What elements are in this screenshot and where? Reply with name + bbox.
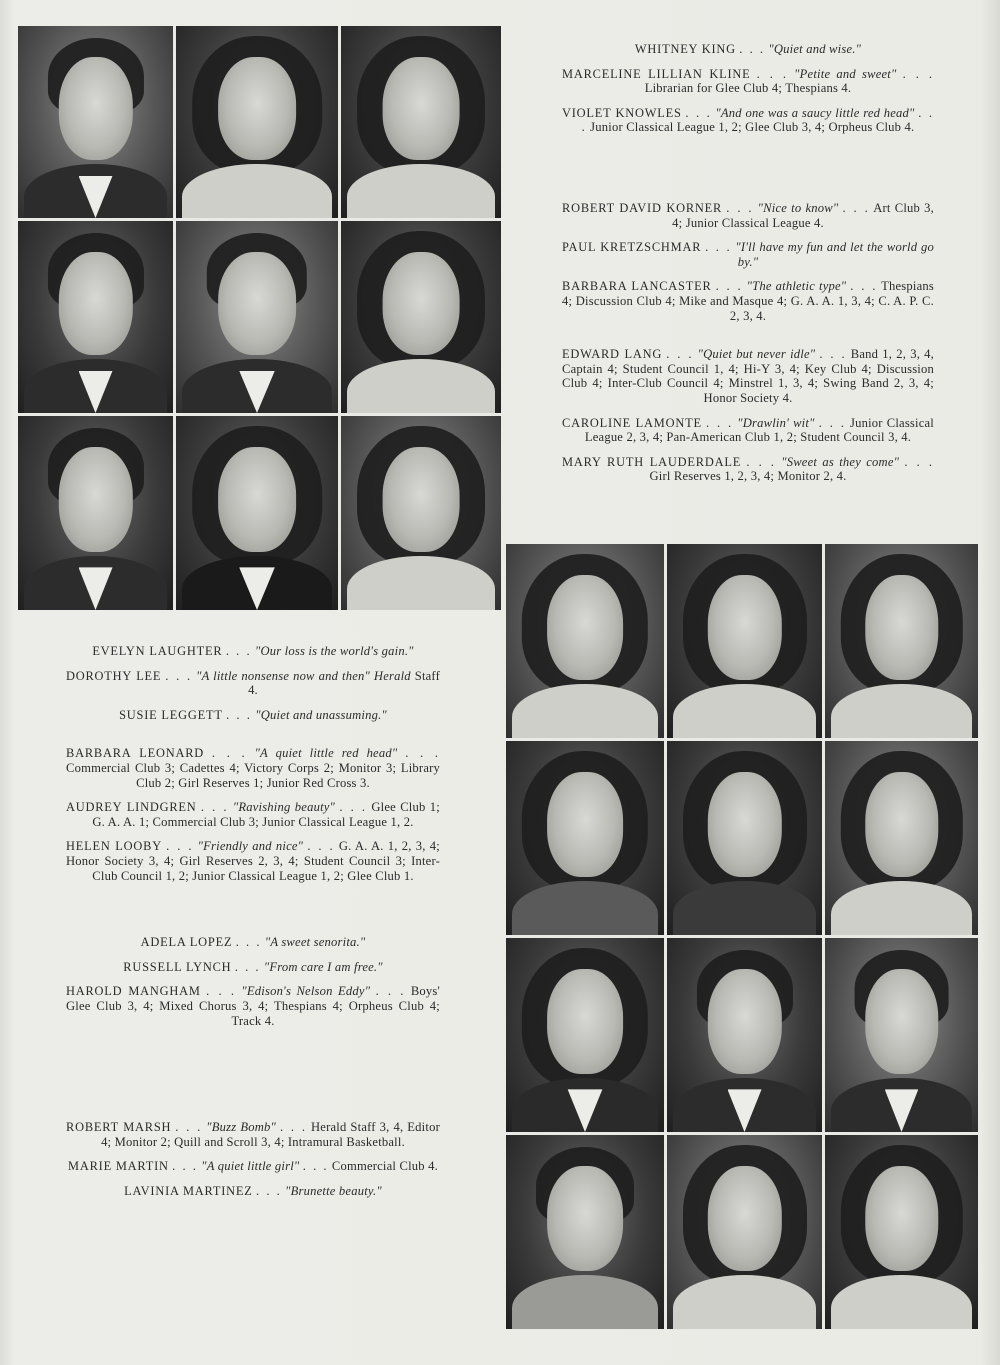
portrait-photo [18,26,173,218]
portrait-grid-top [18,26,501,610]
student-entry: RUSSELL LYNCH . . . "From care I am free." [123,959,383,974]
portrait-photo [825,938,978,1132]
portrait-photo [825,1135,978,1329]
student-entry: MARY RUTH LAUDERDALE . . . "Sweet as they come" . . . Girl Reserves 1, 2, 3, 4; Monitor 2, 4. [562,454,934,484]
student-entry: MARIE MARTIN . . . "A quiet little girl" . . . Commercial Club 4. [68,1159,438,1174]
portrait-photo [176,26,338,218]
portrait-photo [667,741,822,935]
portrait-photo [176,416,338,610]
portrait-grid-bottom [506,544,978,1330]
student-entry: ROBERT DAVID KORNER . . . "Nice to know" . . . Art Club 3, 4; Junior Classical League 4. [562,200,934,230]
student-entry: EVELYN LAUGHTER . . . "Our loss is the world's gain." [92,644,414,658]
student-entry: ROBERT MARSH . . . "Buzz Bomb" . . . Herald Staff 3, 4, Editor 4; Monitor 2; Quill and Scroll 3, 4; Intramural Basketball. [66,1120,440,1149]
portrait-photo [667,1135,822,1329]
student-entry: SUSIE LEGGETT . . . "Quiet and unassuming." [119,707,387,722]
portrait-photo [341,26,501,218]
student-entry: EDWARD LANG . . . "Quiet but never idle" . . . Band 1, 2, 3, 4, Captain 4; Student Council 1, 4; Hi-Y 3, 4; Key Club 4; Discussion Club 4; Inter-Club Council 4; Minstrel 1, 3, 4; Swing Band 2, 3, 4; Honor Society 4. [562,347,934,405]
student-entry: LAVINIA MARTINEZ . . . "Brunette beauty." [124,1183,382,1198]
student-entry: BARBARA LANCASTER . . . "The athletic type" . . . Thespians 4; Discussion Club 4; Mike and Masque 4; G. A. A. 1, 3, 4; C. A. P. C. 2, 3, 4. [562,279,934,323]
portrait-photo [18,221,173,413]
portrait-photo [18,416,173,610]
portrait-photo [506,544,664,738]
student-entry: HELEN LOOBY . . . "Friendly and nice" . . . G. A. A. 1, 2, 3, 4; Honor Society 3, 4; Girl Reserves 2, 3, 4; Student Council 3; Inter-Club Council 1, 2; Junior Classical League 1, 2; Glee Club 1. [66,839,440,883]
student-entry: HAROLD MANGHAM . . . "Edison's Nelson Eddy" . . . Boys' Glee Club 3, 4; Mixed Chorus 3, 4; Thespians 4; Orpheus Club 4; Track 4. [66,984,440,1028]
student-entry: ADELA LOPEZ . . . "A sweet senorita." [140,935,366,950]
student-entry: VIOLET KNOWLES . . . "And one was a saucy little red head" . . . Junior Classical League 1, 2; Glee Club 3, 4; Orpheus Club 4. [562,105,934,135]
portrait-photo [667,938,822,1132]
text-column-bottom-left [66,644,440,1198]
portrait-photo [341,221,501,413]
portrait-photo [341,416,501,610]
student-entry: WHITNEY KING . . . "Quiet and wise." [634,42,862,56]
portrait-photo [825,741,978,935]
student-entry: DOROTHY LEE . . . "A little nonsense now and then" Herald Staff 4. [66,668,440,698]
portrait-photo [506,1135,664,1329]
student-entry: PAUL KRETZSCHMAR . . . "I'll have my fun and let the world go by." [562,240,934,269]
student-entry: MARCELINE LILLIAN KLINE . . . "Petite and sweet" . . . Librarian for Glee Club 4; Thespians 4. [562,66,935,96]
portrait-photo [667,544,822,738]
text-column-top-right [562,42,934,484]
student-entry: AUDREY LINDGREN . . . "Ravishing beauty" . . . Glee Club 1; G. A. A. 1; Commercial Club 3; Junior Classical League 1, 2. [66,800,440,829]
student-entry: CAROLINE LAMONTE . . . "Drawlin' wit" . . . Junior Classical League 2, 3, 4; Pan-American Club 1, 2; Student Council 3, 4. [562,415,934,445]
student-entry: BARBARA LEONARD . . . "A quiet little red head" . . . Commercial Club 3; Cadettes 4; Victory Corps 2; Monitor 3; Library Club 2; Girl Reserves 1; Junior Red Cross 3. [66,746,440,790]
portrait-photo [506,741,664,935]
portrait-photo [825,544,978,738]
portrait-photo [506,938,664,1132]
portrait-photo [176,221,338,413]
